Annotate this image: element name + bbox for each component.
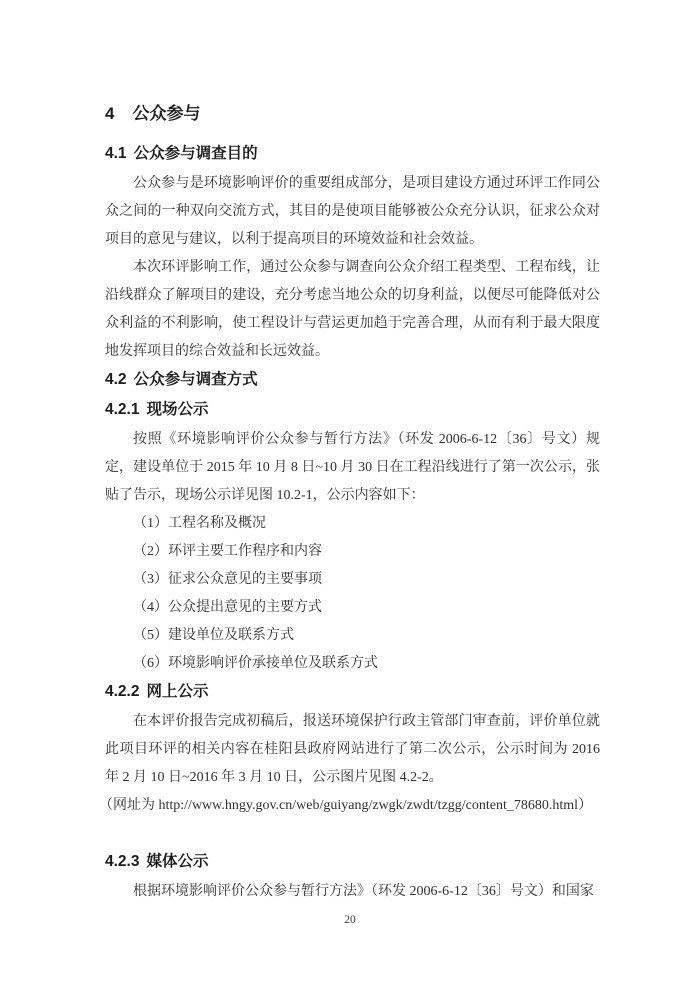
heading-title: 媒体公示 (146, 853, 209, 870)
heading-number: 4.2.1 (105, 401, 140, 418)
list-item: （1）工程名称及概况 (133, 516, 266, 531)
heading-number: 4 (105, 104, 115, 123)
heading-number: 4.2 (105, 371, 127, 388)
paragraph-purpose-1: 公众参与是环境影响评价的重要组成部分，是项目建设方通过环评工作同公众之间的一种双向交流方式，其目的是使项目能够被公众充分认识，征求公众对项目的意见与建议，以利于提高项目的环境效益和社会效益。 (105, 176, 600, 247)
heading-title: 现场公示 (146, 401, 209, 418)
heading-title: 网上公示 (146, 683, 209, 700)
url-note-line (99, 792, 600, 820)
url-note-prefix: （网址为 (99, 798, 159, 813)
heading-title: 公众参与 (132, 104, 201, 123)
page-number: 20 (344, 914, 356, 926)
url-note-suffix: ） (578, 798, 593, 813)
list-item: （5）建设单位及联系方式 (133, 628, 294, 643)
heading-section-4-2 (105, 366, 600, 394)
heading-title: 公众参与调查方式 (133, 371, 258, 388)
heading-section-4-1 (105, 140, 600, 168)
heading-section-4-2-3 (105, 848, 600, 876)
list-item: （3）征求公众意见的主要事项 (133, 572, 322, 587)
list-item: （2）环评主要工作程序和内容 (133, 544, 322, 559)
heading-section-4-2-1 (105, 396, 600, 424)
heading-number: 4.2.2 (105, 683, 140, 700)
heading-section-4-2-2 (105, 678, 600, 706)
heading-title: 公众参与调查目的 (133, 145, 258, 162)
heading-section-4 (105, 100, 600, 128)
heading-number: 4.1 (105, 145, 127, 162)
paragraph-online-disclosure: 在本评价报告完成初稿后，报送环境保护行政主管部门审查前，评价单位就此项目环评的相关内容在桂阳县政府网站进行了第二次公示，公示时间为 2016 年 2 月 10 日~2016 年 3 月 10 日，公示图片见图 4.2-2。 (105, 714, 600, 785)
paragraph-purpose-2: 本次环评影响工作，通过公众参与调查向公众介绍工程类型、工程布线，让沿线群众了解项目的建设，充分考虑当地公众的切身利益，以便尽可能降低对公众利益的不利影响，使工程设计与营运更加趋于完善合理，从而有利于最大限度地发挥项目的综合效益和长远效益。 (105, 260, 600, 359)
list-item: （4）公众提出意见的主要方式 (133, 600, 322, 615)
paragraph-onsite-disclosure: 按照《环境影响评价公众参与暂行方法》（环发 2006-6-12〔36〕号文）规定，建设单位于 2015 年 10 月 8 日~10 月 30 日在工程沿线进行了第一次公示，张贴了告示，现场公示详见图 10.2-1，公示内容如下： (105, 432, 600, 503)
disclosure-content-list (105, 510, 600, 678)
heading-number: 4.2.3 (105, 853, 140, 870)
list-item: （6）环境影响评价承接单位及联系方式 (133, 656, 378, 671)
paragraph-media-disclosure: 根据环境影响评价公众参与暂行方法》（环发 2006-6-12〔36〕号文）和国家 (133, 884, 594, 899)
announcement-url[interactable]: http://www.hngy.gov.cn/web/guiyang/zwgk/zwdt/tzgg/content_78680.html (158, 798, 579, 813)
